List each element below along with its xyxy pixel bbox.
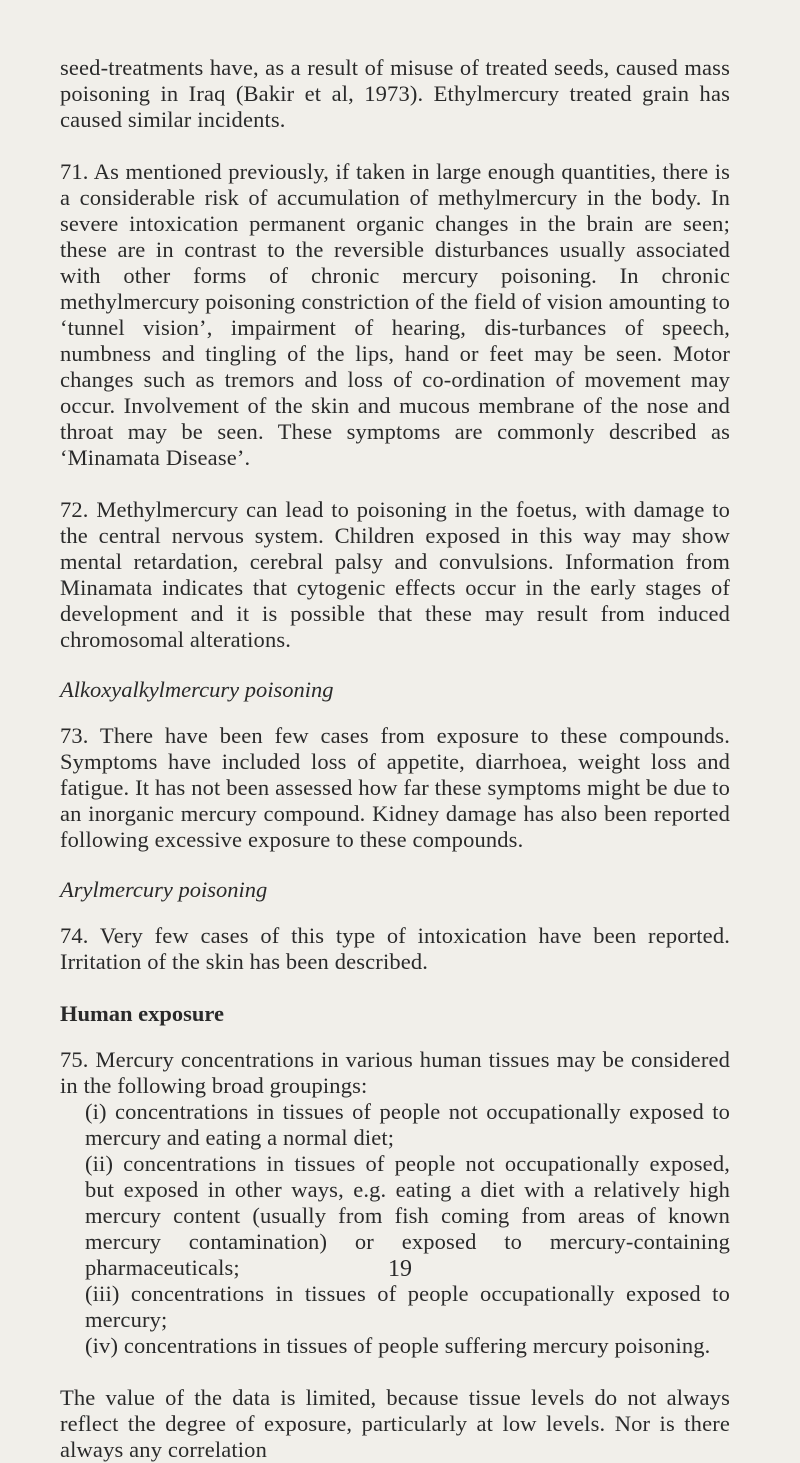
section-heading-human-exposure: Human exposure	[60, 1001, 224, 1026]
paragraph-72: 72. Methylmercury can lead to poisoning in the foetus, with damage to the central nervous system. Children exposed in this way may show mental retardation, cerebral palsy and convulsions. Information from Minamata indicates that cytogenic effects occur in the early stages of development and it is possible that these may result from induced chromosomal alterations.	[60, 497, 730, 652]
section-heading-alkoxyalkylmercury: Alkoxyalkylmercury poisoning	[60, 677, 334, 702]
paragraph-75: 75. Mercury concentrations in various human tissues may be considered in the following broad groupings:	[60, 1047, 730, 1098]
grouping-item-ii: (ii) concentrations in tissues of people not occupationally exposed, but exposed in other ways, e.g. eating a diet with a relatively high mercury content (usually from fish coming from areas of known mercury contamination) or exposed to mercury-containing pharmaceuticals;	[85, 1151, 730, 1280]
closing-paragraph: The value of the data is limited, because tissue levels do not always reflect the degree of exposure, particularly at low levels. Nor is there always any correlation	[60, 1385, 730, 1462]
page-number: 19	[388, 1256, 412, 1282]
grouping-item-iv: (iv) concentrations in tissues of people suffering mercury poisoning.	[85, 1333, 711, 1358]
paragraph-73: 73. There have been few cases from exposure to these compounds. Symptoms have included loss of appetite, diarrhoea, weight loss and fatigue. It has not been assessed how far these symptoms might be due to an inorganic mercury compound. Kidney damage has also been reported following excessive exposure to these compounds.	[60, 723, 730, 852]
intro-paragraph: seed-treatments have, as a result of misuse of treated seeds, caused mass poisoning in Iraq (Bakir et al, 1973). Ethylmercury treated grain has caused similar incidents.	[60, 55, 730, 132]
groupings-list	[60, 1099, 730, 1359]
section-heading-arylmercury: Arylmercury poisoning	[60, 877, 268, 902]
grouping-item-iii: (iii) concentrations in tissues of people occupationally exposed to mercury;	[85, 1281, 730, 1332]
grouping-item-i: (i) concentrations in tissues of people not occupationally exposed to mercury and eating a normal diet;	[85, 1099, 730, 1150]
paragraph-71: 71. As mentioned previously, if taken in large enough quantities, there is a considerable risk of accumulation of methylmercury in the body. In severe intoxication permanent organic changes in the brain are seen; these are in contrast to the reversible disturbances usually associated with other forms of chronic mercury poisoning. In chronic methylmercury poisoning constriction of the field of vision amounting to ‘tunnel vision’, impairment of hearing, dis-turbances of speech, numbness and tingling of the lips, hand or feet may be seen. Motor changes such as tremors and loss of co-ordination of movement may occur. Involvement of the skin and mucous membrane of the nose and throat may be seen. These symptoms are commonly described as ‘Minamata Disease’.	[60, 159, 730, 470]
paragraph-74: 74. Very few cases of this type of intoxication have been reported. Irritation of the skin has been described.	[60, 923, 730, 974]
